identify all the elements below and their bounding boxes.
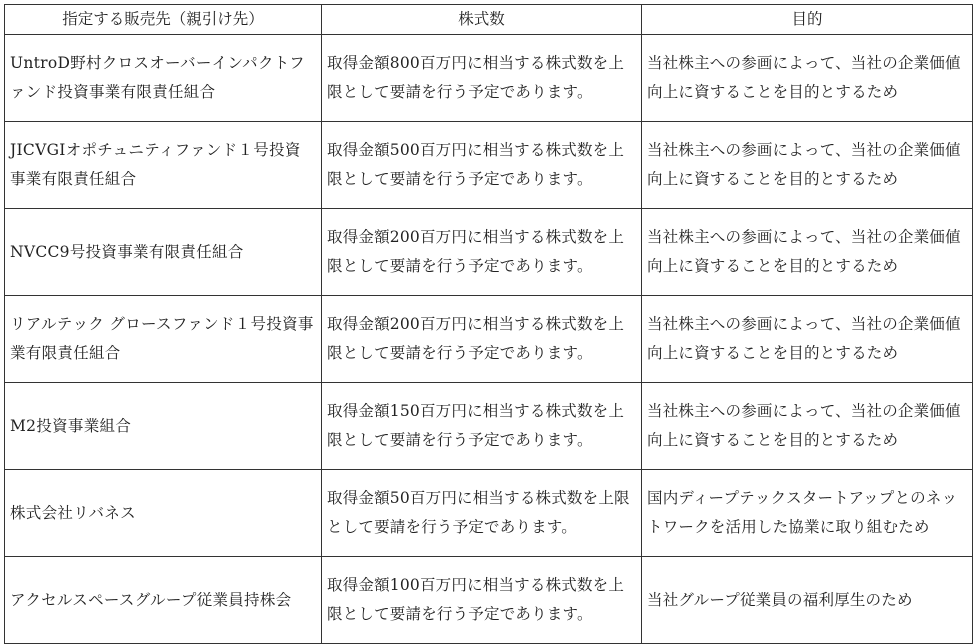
purpose-cell: 当社グループ従業員の福利厚生のため [642,557,973,644]
allocation-table [4,4,973,644]
table-row [5,557,973,644]
shares-cell: 取得金額150百万円に相当する株式数を上限として要請を行う予定であります。 [322,383,642,470]
purpose-cell: 当社株主への参画によって、当社の企業価値向上に資することを目的とするため [642,35,973,122]
table-row [5,470,973,557]
header-purpose: 目的 [642,5,973,35]
seller-cell: リアルテック グロースファンド１号投資事業有限責任組合 [5,296,322,383]
purpose-cell: 当社株主への参画によって、当社の企業価値向上に資することを目的とするため [642,383,973,470]
seller-cell: 株式会社リバネス [5,470,322,557]
shares-cell: 取得金額200百万円に相当する株式数を上限として要請を行う予定であります。 [322,209,642,296]
seller-cell: M2投資事業組合 [5,383,322,470]
seller-cell: JICVGIオポチュニティファンド１号投資事業有限責任組合 [5,122,322,209]
table-header-row [5,5,973,35]
purpose-cell: 当社株主への参画によって、当社の企業価値向上に資することを目的とするため [642,122,973,209]
table-row [5,209,973,296]
seller-cell: UntroD野村クロスオーバーインパクトファンド投資事業有限責任組合 [5,35,322,122]
table-row [5,383,973,470]
table-row [5,122,973,209]
seller-cell: アクセルスペースグループ従業員持株会 [5,557,322,644]
purpose-cell: 当社株主への参画によって、当社の企業価値向上に資することを目的とするため [642,296,973,383]
seller-cell: NVCC9号投資事業有限責任組合 [5,209,322,296]
shares-cell: 取得金額500百万円に相当する株式数を上限として要請を行う予定であります。 [322,122,642,209]
shares-cell: 取得金額100百万円に相当する株式数を上限として要請を行う予定であります。 [322,557,642,644]
header-seller: 指定する販売先（親引け先） [5,5,322,35]
header-shares: 株式数 [322,5,642,35]
purpose-cell: 国内ディープテックスタートアップとのネットワークを活用した協業に取り組むため [642,470,973,557]
shares-cell: 取得金額800百万円に相当する株式数を上限として要請を行う予定であります。 [322,35,642,122]
table-row [5,35,973,122]
shares-cell: 取得金額200百万円に相当する株式数を上限として要請を行う予定であります。 [322,296,642,383]
table-row [5,296,973,383]
purpose-cell: 当社株主への参画によって、当社の企業価値向上に資することを目的とするため [642,209,973,296]
shares-cell: 取得金額50百万円に相当する株式数を上限として要請を行う予定であります。 [322,470,642,557]
